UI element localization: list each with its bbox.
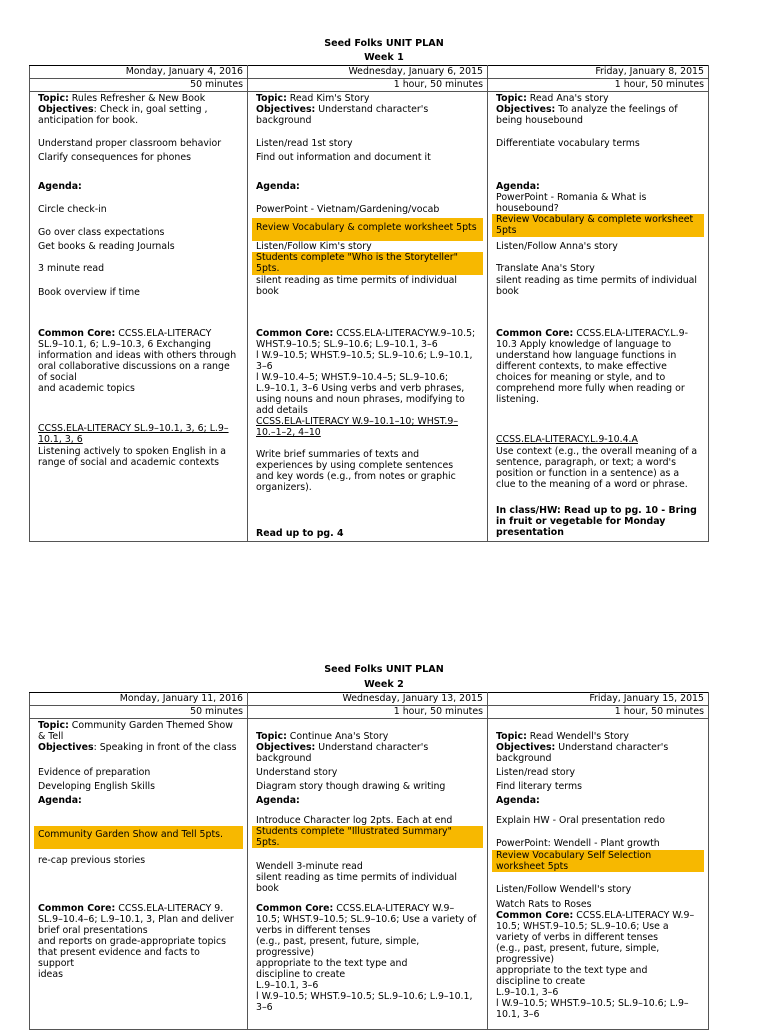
agenda-text: 5pts. [256,263,280,275]
unit-plan-title: Seed Folks UNIT PLAN [324,38,444,49]
common-core-label: Common Core: [496,910,574,921]
standard-link[interactable]: CCSS.ELA-LITERACY SL.9–10.1, 3, 6; L.9– [38,423,229,434]
objective-item: Differentiate vocabulary terms [496,138,640,149]
common-core-text: information and ideas with others through [38,350,237,361]
topic-text: Continue Ana's Story [286,731,389,742]
common-core-text: SL.9–10.4–6; L.9–10.1, 3, Plan and deliver [38,914,234,925]
common-core-label: Common Core: [256,903,334,914]
common-core-text: ideas [38,969,63,980]
common-core-text: 3–6 [256,1002,273,1013]
common-core-text: that present evidence and facts to [38,947,200,958]
lesson-cell-wednesday [248,719,488,1030]
day-duration: 1 hour, 50 minutes [248,706,488,719]
objectives-text: background [496,753,552,764]
objectives-label: Objectives: [496,742,556,753]
common-core-text: (e.g., past, present, future, simple, [496,943,660,954]
agenda-item: Explain HW - Oral presentation redo [496,815,665,826]
topic-label: Topic: [496,731,527,742]
objectives-text: anticipation for book. [38,115,139,126]
agenda-item: silent reading as time permits of individual [496,275,698,286]
standard-text: and key words (e.g., from notes or graphic [256,471,456,482]
common-core-text: add details [256,405,308,416]
unit-plan-title: Seed Folks UNIT PLAN [324,664,444,675]
topic-text: Read Kim's Story [286,93,370,104]
agenda-text: 5pts. [256,837,280,849]
agenda-text: Review Vocabulary & complete worksheet [496,214,694,225]
common-core-label: Common Core: [256,328,334,339]
day-date: Wednesday, January 6, 2015 [248,66,488,79]
highlighted-agenda-item [252,252,483,275]
week1-table [29,65,709,542]
highlighted-agenda-item: Community Garden Show and Tell 5pts. [34,826,243,849]
topic-text: Rules Refresher & New Book [68,93,206,104]
standard-link[interactable]: CCSS.ELA-LITERACY.L.9-10.4.A [496,434,638,445]
agenda-item: Listen/Follow Kim's story [256,241,372,252]
common-core-text: discipline to create [496,976,586,987]
topic-text: Community Garden Themed Show [68,720,233,731]
common-core-text: L.9–10.1, 3–6 [496,987,559,998]
agenda-label: Agenda: [496,795,540,806]
standard-link[interactable]: 10.1, 3, 6 [38,434,83,445]
topic-label: Topic: [38,720,69,731]
common-core-text: support [38,958,74,969]
day-duration: 50 minutes [30,706,248,719]
day-duration: 1 hour, 50 minutes [488,79,709,92]
objective-item: Diagram story though drawing & writing [256,781,446,792]
common-core-text: CCSS.ELA-LITERACYW.9–10.5; [333,328,476,339]
agenda-label: Agenda: [496,181,540,192]
agenda-label: Agenda: [38,795,82,806]
week-label: Week 2 [364,679,404,690]
standard-link[interactable]: CCSS.ELA-LITERACY W.9–10.1–10; WHST.9– [256,416,459,427]
common-core-text: l W.9–10.4–5; WHST.9–10.4–5; SL.9–10.6; [256,372,449,383]
common-core-text: different contexts, to make effective [496,361,667,372]
topic-text: & Tell [38,731,64,742]
common-core-text: listening. [496,394,539,405]
agenda-item: Watch Rats to Roses [496,899,592,910]
common-core-text: 10.1, 3–6 [496,1009,540,1020]
topic-text: Read Wendell's Story [526,731,629,742]
common-core-text: l W.9–10.5; WHST.9–10.5; SL.9–10.6; L.9–10.1, [256,991,473,1002]
topic-label: Topic: [256,731,287,742]
common-core-text: progressive) [496,954,555,965]
common-core-text: appropriate to the text type and [496,965,648,976]
common-core-text: CCSS.ELA-LITERACY.L.9- [573,328,688,339]
common-core-text: CCSS.ELA-LITERACY 9. [115,903,224,914]
standard-link[interactable]: 10.–1–2, 4–10 [256,427,321,438]
common-core-text: and reports on grade-appropriate topics [38,936,227,947]
highlighted-agenda-item [492,850,704,872]
lesson-cell-friday [488,92,709,542]
common-core-label: Common Core: [496,328,574,339]
common-core-label: Common Core: [38,328,116,339]
common-core-text: l W.9–10.5; WHST.9–10.5; SL.9–10.6; L.9–10.1, [256,350,473,361]
agenda-item: housebound? [496,203,559,214]
objective-item: Find out information and document it [256,152,431,163]
common-core-text: oral collaborative discussions on a range [38,361,230,372]
objectives-text: : Check in, goal setting , [93,104,208,115]
common-core-text: verbs in different tenses [256,925,371,936]
common-core-text: l W.9–10.5; WHST.9–10.5; SL.9–10.6; L.9– [496,998,689,1009]
common-core-text: brief oral presentations [38,925,148,936]
objectives-label: Objectives: [496,104,556,115]
lesson-cell-wednesday [248,92,488,542]
standard-text: clue to the meaning of a word or phrase. [496,479,688,490]
objective-item: Developing English Skills [38,781,155,792]
common-core-text: 10.5; WHST.9–10.5; SL.9–10.6; Use a variety of [256,914,477,925]
agenda-item: Listen/Follow Wendell's story [496,884,632,895]
common-core-text: CCSS.ELA-LITERACY W.9– [333,903,455,914]
day-date: Wednesday, January 13, 2015 [248,693,488,706]
common-core-text: WHST.9–10.5; SL.9–10.6; L.9–10.1, 3–6 [256,339,438,350]
common-core-text: progressive) [256,947,315,958]
agenda-item: Book overview if time [38,287,140,298]
objective-item: Clarify consequences for phones [38,152,191,163]
objectives-text: background [256,115,312,126]
agenda-label: Agenda: [256,795,300,806]
objective-item: Understand story [256,767,338,778]
common-core-text: variety of verbs in different tenses [496,932,658,943]
highlighted-agenda-item: Review Vocabulary & complete worksheet 5pts [252,218,483,241]
objectives-text: To analyze the feelings of [555,104,678,115]
homework-text: In class/HW: Read up to pg. 10 - Bring [496,505,697,516]
standard-text: experiences by using complete sentences [256,460,454,471]
day-date: Monday, January 4, 2016 [30,66,248,79]
day-date: Monday, January 11, 2016 [30,693,248,706]
objectives-text: Understand character's [315,104,429,115]
agenda-item: Wendell 3-minute read [256,861,363,872]
topic-label: Topic: [38,93,69,104]
lesson-cell-friday [488,719,709,1030]
objectives-text: being housebound [496,115,583,126]
agenda-item: Translate Ana's Story [496,263,595,274]
lesson-cell-monday [30,92,248,542]
objectives-label: Objectives: [256,742,316,753]
homework-text: in fruit or vegetable for Monday [496,516,666,527]
common-core-text: understand how language functions in [496,350,677,361]
common-core-text: CCSS.ELA-LITERACY W.9– [573,910,695,921]
common-core-label: Common Core: [38,903,116,914]
common-core-text: choices for meaning or style, and to [496,372,666,383]
highlighted-agenda-item [492,214,704,237]
objectives-text: background [256,753,312,764]
agenda-item: Circle check-in [38,204,107,215]
homework-text: presentation [496,527,564,538]
standard-text: Listening actively to spoken English in a [38,446,227,457]
common-core-text: 10.5; WHST.9–10.5; SL.9–10.6; Use a [496,921,669,932]
agenda-item: Listen/Follow Anna's story [496,241,618,252]
agenda-item: re-cap previous stories [38,855,146,866]
objective-item: Understand proper classroom behavior [38,138,222,149]
day-date: Friday, January 15, 2015 [488,693,709,706]
agenda-text: Students complete "Illustrated Summary" [256,826,452,837]
common-core-text: discipline to create [256,969,346,980]
objectives-text: Understand character's [555,742,669,753]
day-duration: 50 minutes [30,79,248,92]
agenda-item: silent reading as time permits of individual [256,275,458,286]
objectives-text: Understand character's [315,742,429,753]
objective-item: Listen/read 1st story [256,138,353,149]
common-core-text: appropriate to the text type and [256,958,408,969]
agenda-item: silent reading as time permits of individual [256,872,458,883]
objectives-label: Objectives [38,742,94,753]
objective-item: Listen/read story [496,767,576,778]
agenda-label: Agenda: [256,181,300,192]
homework-text: Read up to pg. 4 [256,528,344,539]
objective-item: Evidence of preparation [38,767,151,778]
agenda-item: 3 minute read [38,263,105,274]
agenda-item: PowerPoint - Romania & What is [496,192,647,203]
agenda-item: PowerPoint - Vietnam/Gardening/vocab [256,204,440,215]
common-core-text: and academic topics [38,383,135,394]
lesson-cell-monday [30,719,248,1030]
objectives-text: : Speaking in front of the class [93,742,237,753]
standard-text: Use context (e.g., the overall meaning of a [496,446,698,457]
agenda-item: Go over class expectations [38,227,165,238]
agenda-text: worksheet 5pts [496,861,569,873]
agenda-text: Review Vocabulary Self Selection [496,850,652,861]
agenda-item: book [256,883,279,894]
agenda-item: book [256,286,279,297]
common-core-text: SL.9–10.1, 6; L.9–10.3, 6 Exchanging [38,339,211,350]
highlighted-agenda-item [252,826,483,848]
week2-table [29,692,709,1030]
objective-item: Find literary terms [496,781,582,792]
common-core-text: 10.3 Apply knowledge of language to [496,339,672,350]
week-label: Week 1 [364,52,404,63]
agenda-item: book [496,286,519,297]
agenda-item: Introduce Character log 2pts. Each at end [256,815,453,826]
common-core-text: L.9–10.1, 3–6 [256,980,319,991]
standard-text: sentence, paragraph, or text; a word's [496,457,677,468]
common-core-text: CCSS.ELA-LITERACY [115,328,212,339]
agenda-text: Students complete "Who is the Storyteller" [256,252,458,263]
standard-text: position or function in a sentence) as a [496,468,680,479]
agenda-item: PowerPoint: Wendell - Plant growth [496,838,660,849]
standard-text: Write brief summaries of texts and [256,449,420,460]
objectives-label: Objectives [38,104,94,115]
objectives-label: Objectives: [256,104,316,115]
day-duration: 1 hour, 50 minutes [248,79,488,92]
standard-text: organizers). [256,482,312,493]
agenda-label: Agenda: [38,181,82,192]
common-core-text: 3–6 [256,361,273,372]
topic-text: Read Ana's story [526,93,609,104]
agenda-text: 5pts [496,225,517,237]
day-duration: 1 hour, 50 minutes [488,706,709,719]
common-core-text: comprehend more fully when reading or [496,383,685,394]
common-core-text: of social [38,372,77,383]
topic-label: Topic: [256,93,287,104]
common-core-text: (e.g., past, present, future, simple, [256,936,420,947]
day-date: Friday, January 8, 2015 [488,66,709,79]
common-core-text: L.9–10.1, 3–6 Using verbs and verb phrases, [256,383,465,394]
standard-text: range of social and academic contexts [38,457,220,468]
agenda-item: Get books & reading Journals [38,241,175,252]
topic-label: Topic: [496,93,527,104]
common-core-text: using nouns and noun phrases, modifying to [256,394,465,405]
